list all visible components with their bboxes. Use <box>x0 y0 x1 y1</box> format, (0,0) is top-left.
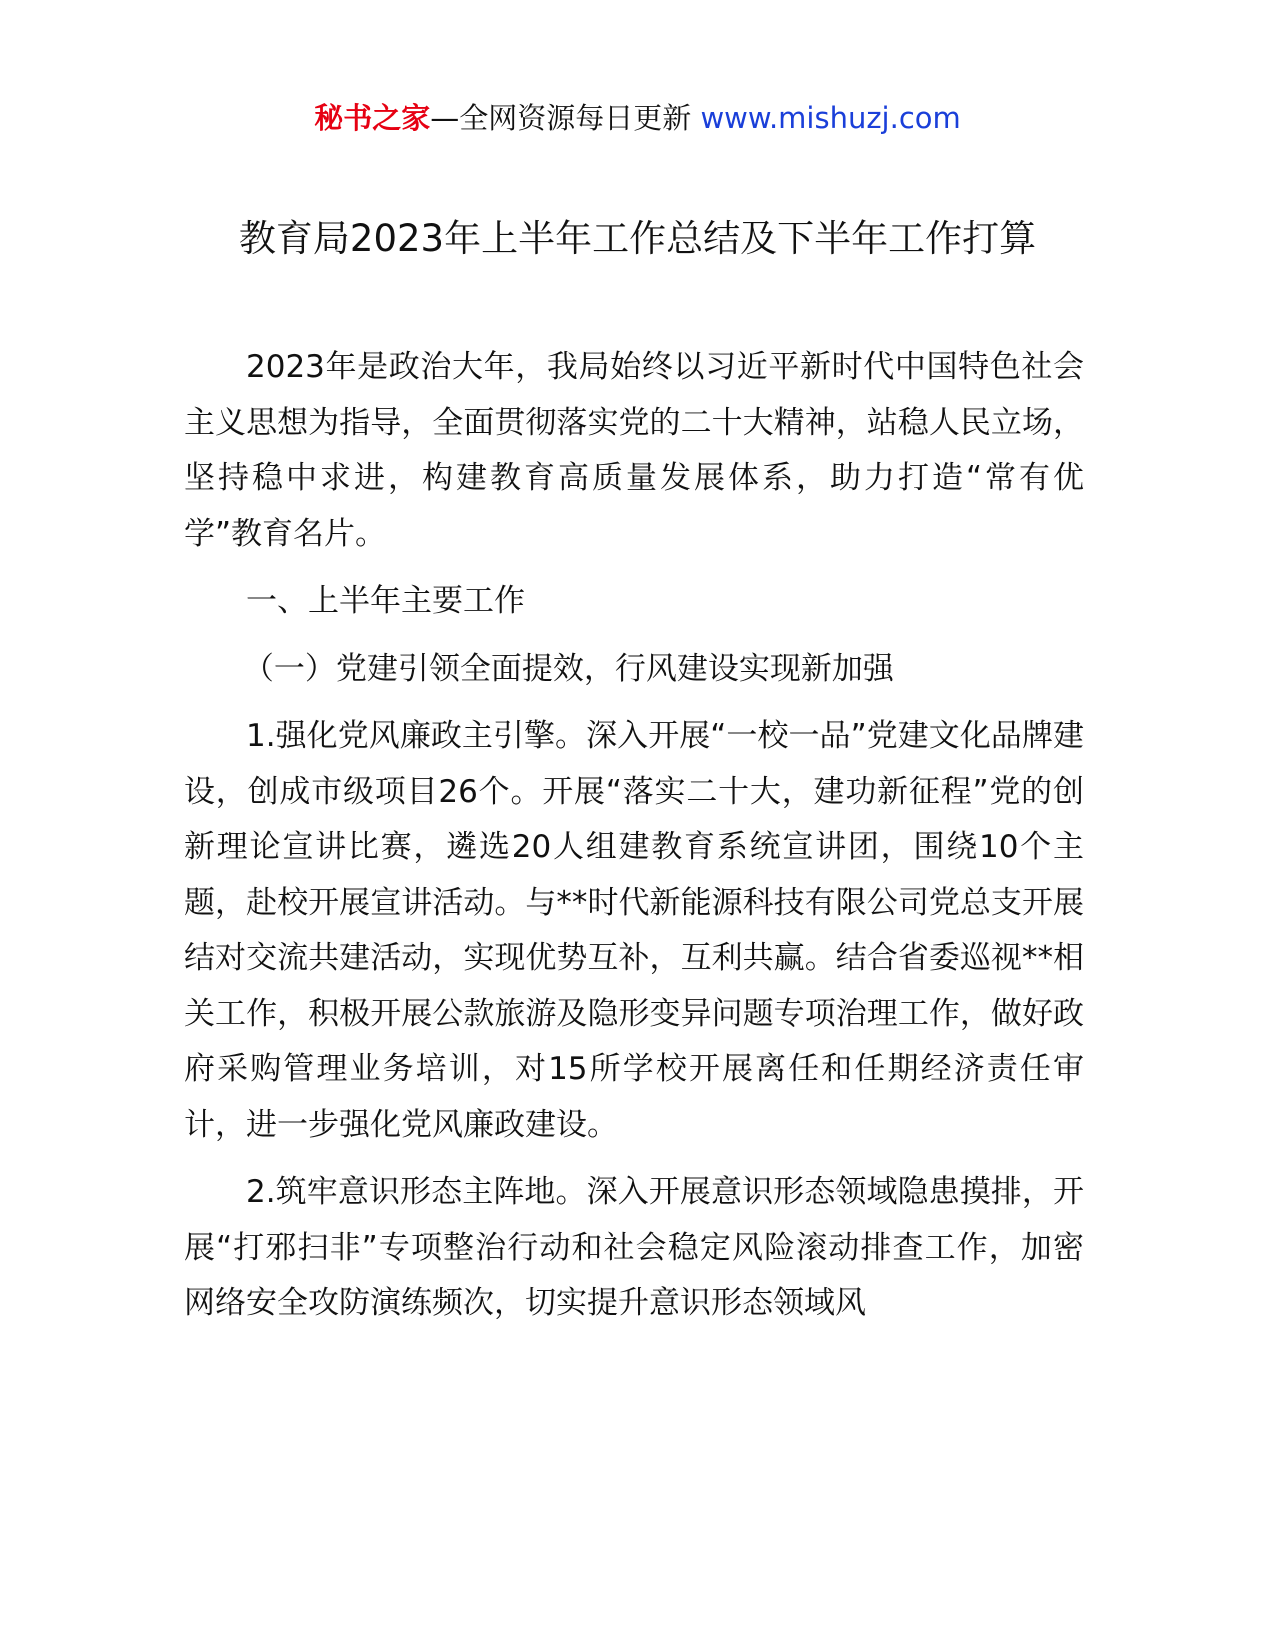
item-paragraph-2: 2.筑牢意识形态主阵地。深入开展意识形态领域隐患摸排，开展“打邪扫非”专项整治行动和社会稳定风险滚动排查工作，加密网络安全攻防演练频次，切实提升意识形态领域风 <box>184 1174 1084 1321</box>
document-title: 教育局2023年上半年工作总结及下半年工作打算 <box>238 217 1037 260</box>
site-tagline: —全网资源每日更新 <box>430 101 701 135</box>
subsection-heading: （一）党建引领全面提效，行风建设实现新加强 <box>242 650 894 687</box>
site-brand: 秘书之家 <box>314 101 431 135</box>
intro-paragraph: 2023年是政治大年，我局始终以习近平新时代中国特色社会主义思想为指导，全面贯彻落实党的二十大精神，站稳人民立场，坚持稳中求进，构建教育高质量发展体系，助力打造“常有优学”教育名片。 <box>184 349 1084 552</box>
site-url-link[interactable]: www.mishuzj.com <box>700 101 961 135</box>
item-paragraph-1: 1.强化党风廉政主引擎。深入开展“一校一品”党建文化品牌建设，创成市级项目26个。开展“落实二十大，建功新征程”党的创新理论宣讲比赛，遴选20人组建教育系统宣讲团，围绕10个主题，赴校开展宣讲活动。与**时代新能源科技有限公司党总支开展结对交流共建活动，实现优势互补，互利共赢。结合省委巡视**相关工作，积极开展公款旅游及隐形变异问题专项治理工作，做好政府采购管理业务培训，对15所学校开展离任和任期经济责任审计，进一步强化党风廉政建设。 <box>184 718 1084 1143</box>
site-header <box>0 96 1275 140</box>
section-heading: 一、上半年主要工作 <box>246 583 525 619</box>
document-body <box>184 340 1084 1332</box>
